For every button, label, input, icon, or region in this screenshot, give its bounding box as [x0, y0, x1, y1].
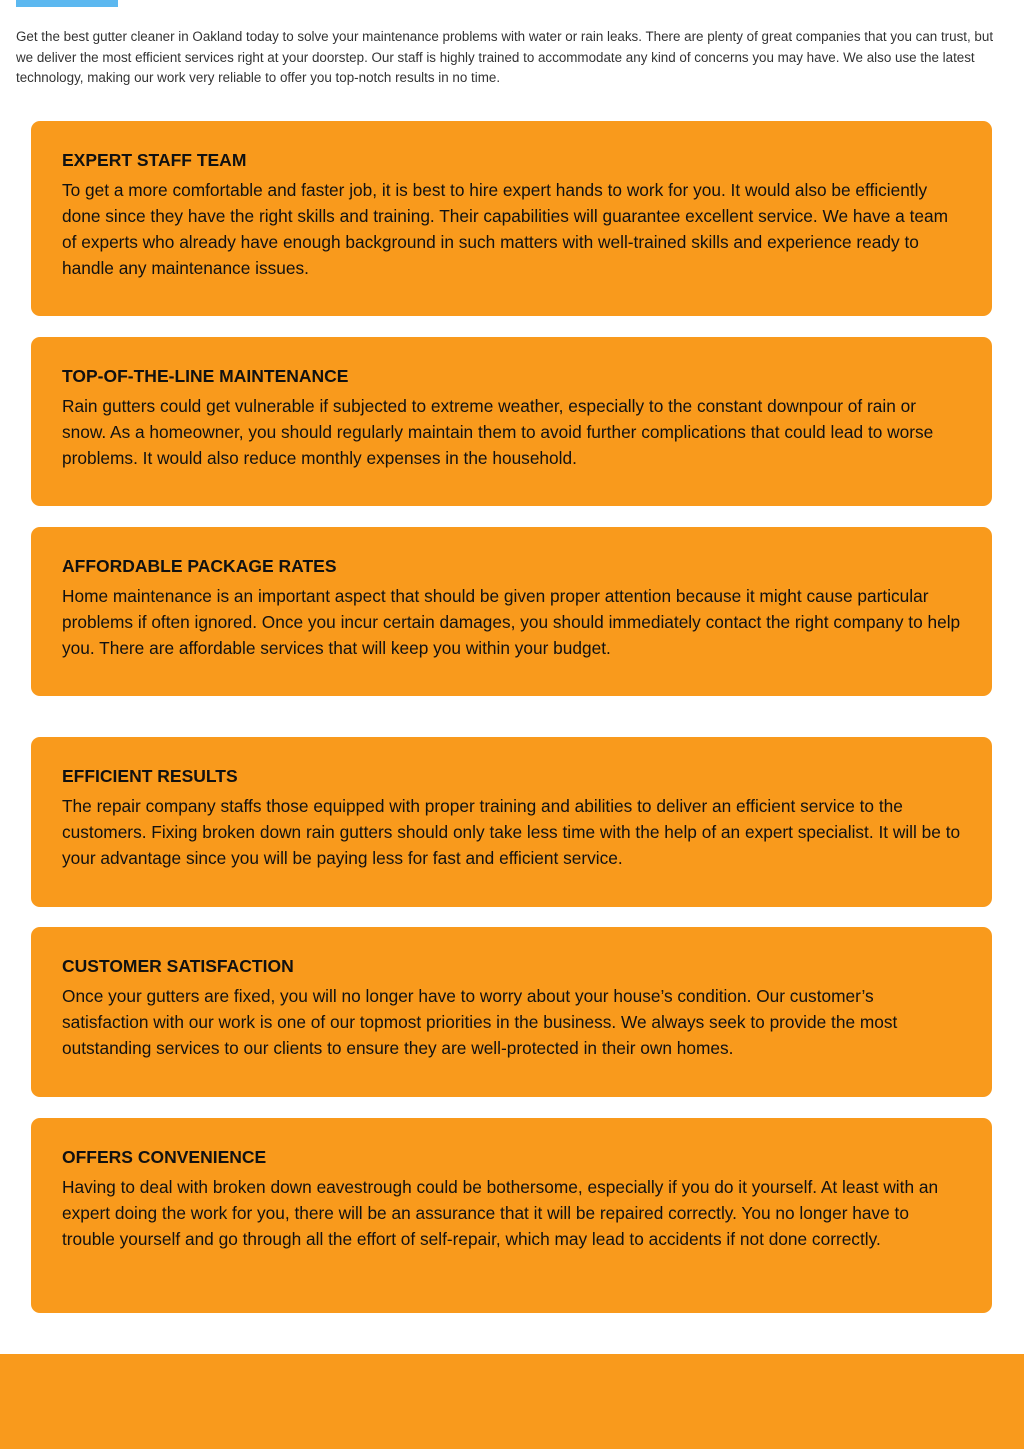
feature-card-efficient-results	[31, 737, 992, 907]
feature-card-affordable-package-rates	[31, 527, 992, 696]
feature-card-title: AFFORDABLE PACKAGE RATES	[62, 556, 337, 576]
footer-band	[0, 1354, 1024, 1449]
feature-card-title: TOP-OF-THE-LINE MAINTENANCE	[62, 366, 349, 386]
feature-card-title: OFFERS CONVENIENCE	[62, 1147, 267, 1167]
feature-card-title: EFFICIENT RESULTS	[62, 766, 238, 786]
feature-card-customer-satisfaction	[31, 927, 992, 1097]
feature-card-offers-convenience	[31, 1118, 992, 1313]
feature-card-body: Home maintenance is an important aspect that should be given proper attention because it might cause particular problems if often ignored. Once you incur certain damages, you should immediately contact the right company to help you. There are affordable services that will keep you within your budget.	[62, 586, 961, 658]
feature-card-top-of-the-line-maintenance	[31, 337, 992, 506]
feature-card-body: To get a more comfortable and faster job, it is best to hire expert hands to work for you. It would also be efficiently done since they have the right skills and training. Their capabilities will guarantee excellent service. We have a team of experts who already have enough background in such matters with well-trained skills and experience ready to handle any maintenance issues.	[62, 180, 948, 278]
intro-paragraph: Get the best gutter cleaner in Oakland today to solve your maintenance problems with water or rain leaks. There are plenty of great companies that you can trust, but we deliver the most efficient services right at your doorstep. Our staff is highly trained to accommodate any kind of concerns you may have. We also use the latest technology, making our work very reliable to offer you top-notch results in no time.	[16, 29, 994, 85]
feature-card-body: The repair company staffs those equipped with proper training and abilities to deliver an efficient service to the customers. Fixing broken down rain gutters should only take less time with the help of an expert specialist. It will be to your advantage since you will be paying less for fast and efficient service.	[62, 796, 961, 868]
feature-card-body: Rain gutters could get vulnerable if subjected to extreme weather, especially to the constant downpour of rain or snow. As a homeowner, you should regularly maintain them to avoid further complications that could lead to worse problems. It would also reduce monthly expenses in the household.	[62, 396, 934, 468]
feature-card-body: Having to deal with broken down eavestrough could be bothersome, especially if you do it yourself. At least with an expert doing the work for you, there will be an assurance that it will be repaired correctly. You no longer have to trouble yourself and go through all the effort of self-repair, which may lead to accidents if not done correctly.	[62, 1177, 939, 1249]
feature-card-expert-staff-team	[31, 121, 992, 316]
feature-card-title: EXPERT STAFF TEAM	[62, 150, 247, 170]
feature-card-body: Once your gutters are fixed, you will no longer have to worry about your house’s condition. Our customer’s satisfaction with our work is one of our topmost priorities in the business. We always seek to provide the most outstanding services to our clients to ensure they are well-protected in their own homes.	[62, 986, 898, 1058]
top-accent-bar	[16, 0, 118, 7]
feature-card-title: CUSTOMER SATISFACTION	[62, 956, 294, 976]
